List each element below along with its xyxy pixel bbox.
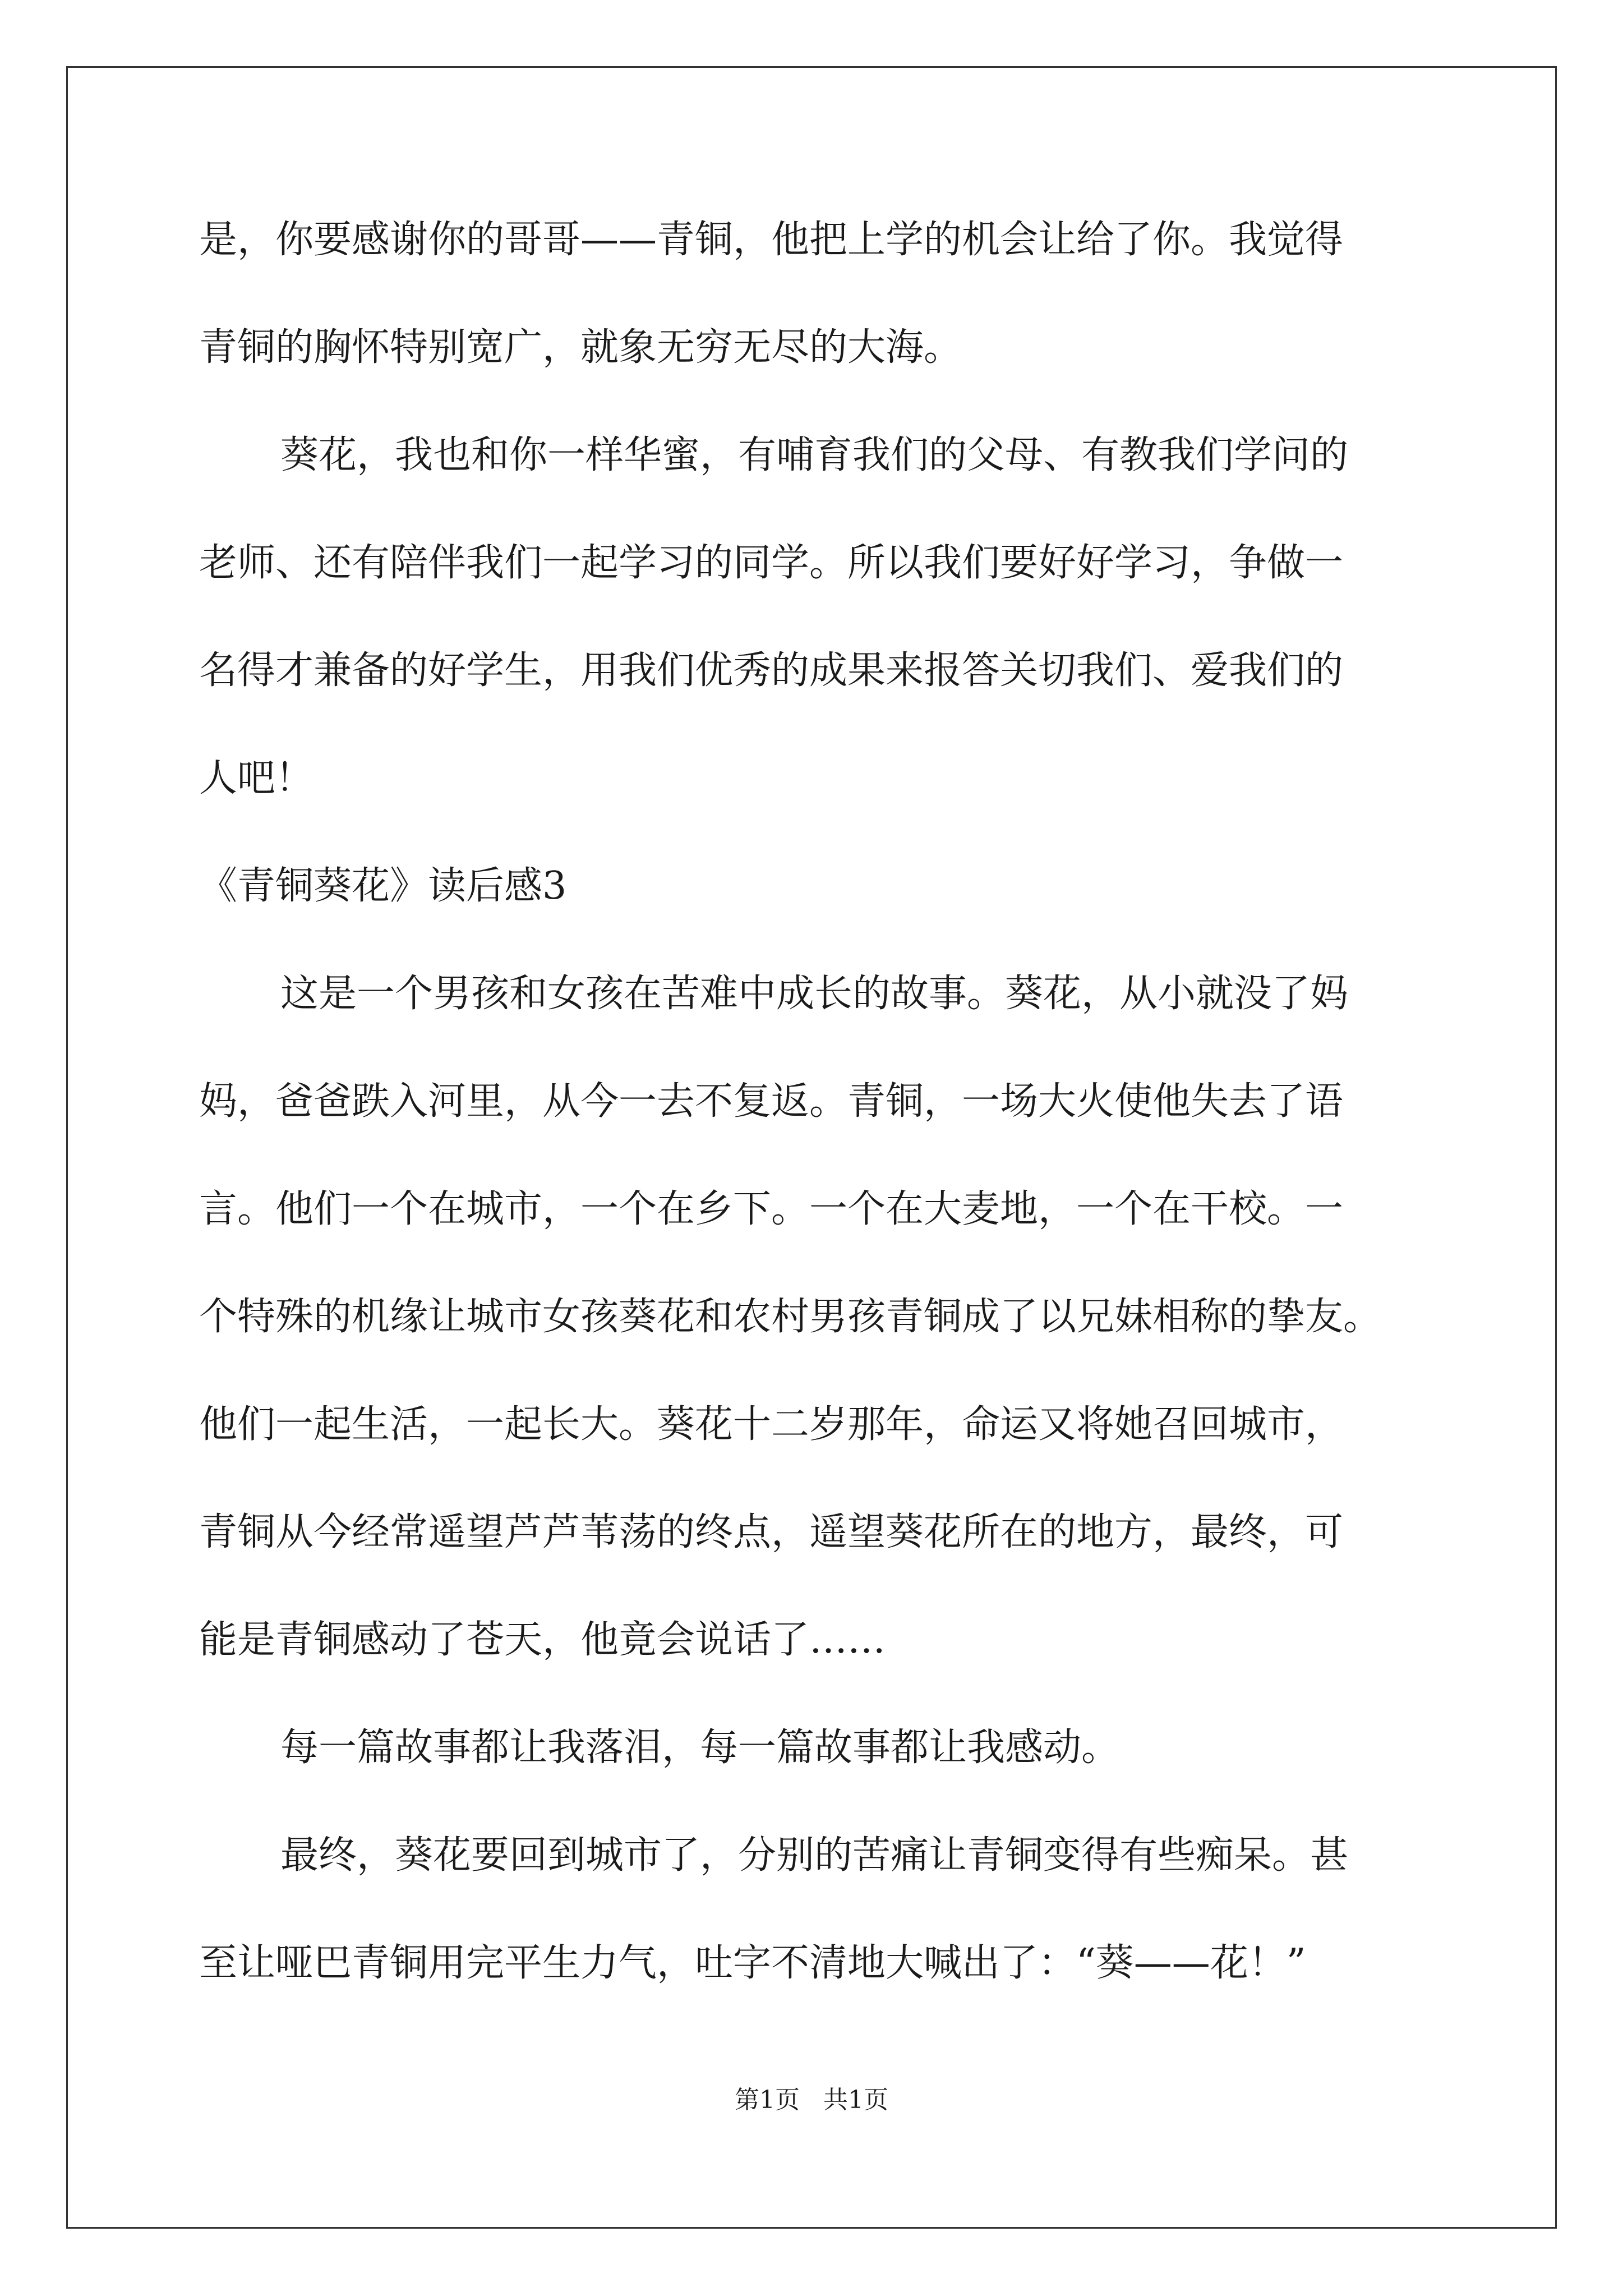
text-line: 名得才兼备的好学生，用我们优秀的成果来报答关切我们、爱我们的 (199, 648, 1344, 693)
paragraph-start: 每一篇故事都让我落泪，每一篇故事都让我感动。 (280, 1726, 1120, 1770)
text-line: 青铜从今经常遥望芦芦苇荡的终点，遥望葵花所在的地方，最终，可 (199, 1510, 1344, 1554)
paragraph-start: 这是一个男孩和女孩在苦难中成长的故事。葵花，从小就没了妈 (280, 972, 1349, 1016)
section-heading: 《青铜葵花》读后感3 (199, 864, 567, 908)
text-line: 青铜的胸怀特别宽广，就象无穷无尽的大海。 (199, 325, 962, 370)
paragraph-start: 最终，葵花要回到城市了，分别的苦痛让青铜变得有些痴呆。甚 (280, 1833, 1349, 1878)
text-line: 人吧！ (199, 756, 314, 800)
text-line: 老师、还有陪伴我们一起学习的同学。所以我们要好好学习，争做一 (199, 541, 1344, 585)
text-line: 他们一起生活，一起长大。葵花十二岁那年，命运又将她召回城市， (199, 1402, 1344, 1447)
text-line: 至让哑巴青铜用完平生力气，吐字不清地大喊出了：“葵——花！” (199, 1941, 1306, 1985)
text-line: 个特殊的机缘让城市女孩葵花和农村男孩青铜成了以兄妹相称的挚友。 (199, 1295, 1382, 1339)
text-line: 妈，爸爸跌入河里，从今一去不复返。青铜，一场大火使他失去了语 (199, 1079, 1344, 1124)
text-line: 能是青铜感动了苍天，他竟会说话了…… (199, 1618, 886, 1662)
text-line: 言。他们一个在城市，一个在乡下。一个在大麦地，一个在干校。一 (199, 1187, 1344, 1231)
document-body (199, 213, 1433, 2044)
page-number-footer: 第1页 共1页 (735, 2086, 888, 2114)
text-line: 是，你要感谢你的哥哥——青铜，他把上学的机会让给了你。我觉得 (199, 218, 1344, 262)
paragraph-start: 葵花，我也和你一样华蜜，有哺育我们的父母、有教我们学问的 (280, 433, 1349, 477)
